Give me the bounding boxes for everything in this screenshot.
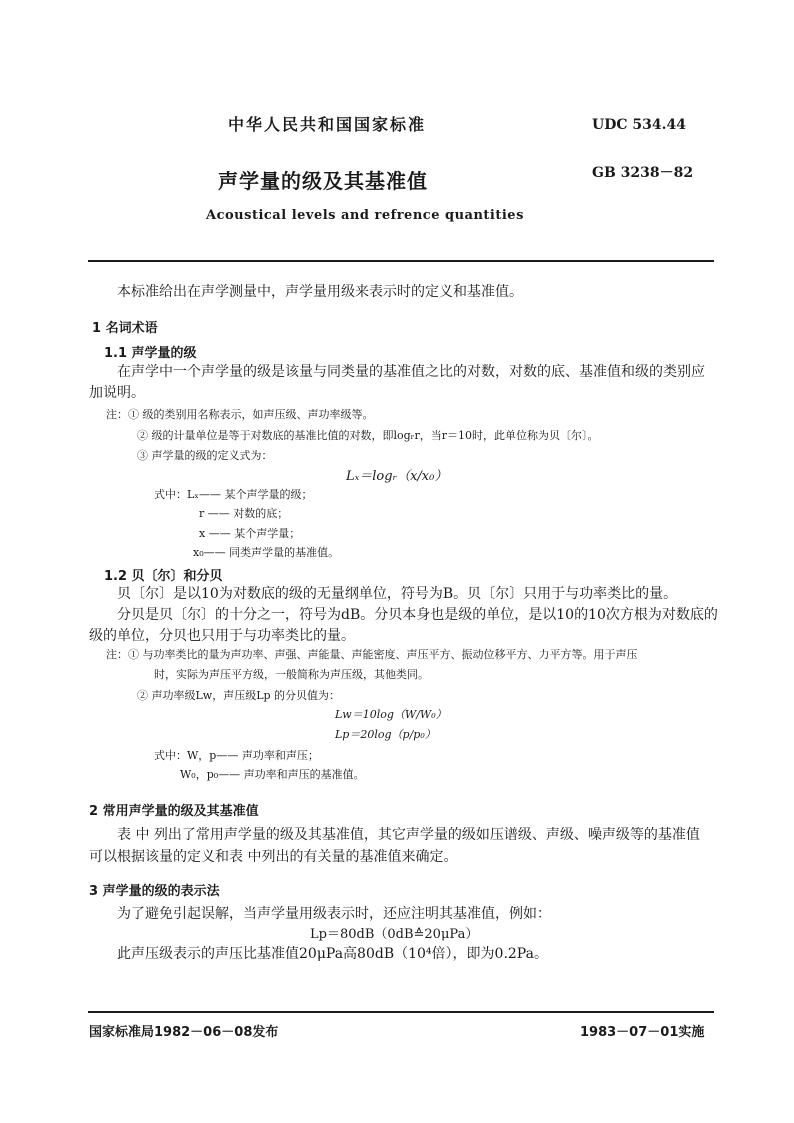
where-w-p: 式中：W，p—— 声功率和声压； — [154, 749, 319, 762]
section-2-paragraph-line1: 表 中 列出了常用声学量的级及其基准值，其它声学量的级如压谱级、声级、噪声级等的基准值 — [117, 827, 700, 843]
note-4-line1: 注：① 与功率类比的量为声功率、声强、声能量、声能密度、声压平方、振动位移平方、力平方等。用于声压 — [106, 648, 638, 661]
effective-date: 1983－07－01实施 — [580, 1025, 705, 1040]
intro-paragraph: 本标准给出在声学测量中，声学量用级来表示时的定义和基准值。 — [117, 284, 523, 300]
section-3-paragraph-1: 为了避免引起误解，当声学量用级表示时，还应注明其基准值，例如： — [117, 906, 551, 922]
where-r: r —— 对数的底； — [199, 507, 289, 520]
note-3: ③ 声学量的级的定义式为： — [137, 449, 273, 462]
section-1-2-heading: 1.2 贝〔尔〕和分贝 — [104, 569, 223, 584]
english-title: Acoustical levels and refrence quantities — [206, 208, 524, 223]
sound-power-level-formula: Lw＝10log（W/W₀） — [335, 708, 447, 721]
section-3-heading: 3 声学量的级的表示法 — [89, 884, 220, 899]
standard-number: GB 3238－82 — [592, 165, 694, 181]
section-1-1-heading: 1.1 声学量的级 — [104, 346, 197, 361]
header-rule — [88, 260, 714, 262]
section-1-2-paragraph-2-line2: 级的单位，分贝也只用于与功率类比的量。 — [89, 628, 355, 644]
section-1-1-paragraph-line2: 加说明。 — [89, 385, 145, 401]
sound-pressure-level-formula: Lp＝20log（p/p₀） — [335, 728, 436, 741]
where-w0-p0: W₀，p₀—— 声功率和声压的基准值。 — [180, 768, 365, 781]
note-4-line2: 时，实际为声压平方级，一般简称为声压级，其他类同。 — [154, 668, 429, 681]
note-5: ② 声功率级Lw，声压级Lp 的分贝值为： — [137, 689, 341, 702]
note-2: ② 级的计量单位是等于对数底的基准比值的对数，即logᵣr，当r＝10时，此单位称为贝〔尔〕。 — [137, 429, 599, 442]
document-title: 声学量的级及其基准值 — [218, 169, 428, 193]
section-1-heading: 1 名词术语 — [92, 321, 158, 336]
footer-rule — [88, 1011, 714, 1013]
where-x: x —— 某个声学量； — [199, 527, 301, 540]
section-1-2-paragraph-2-line1: 分贝是贝〔尔〕的十分之一，符号为dB。分贝本身也是级的单位，是以10的10次方根为对数底的 — [117, 607, 718, 623]
section-1-2-paragraph-1: 贝〔尔〕是以10为对数底的级的无量纲单位，符号为B。贝〔尔〕只用于与功率类比的量。 — [117, 586, 678, 602]
section-2-heading: 2 常用声学量的级及其基准值 — [89, 804, 259, 819]
section-3-paragraph-2: 此声压级表示的声压比基准值20μPa高80dB（10⁴倍），即为0.2Pa。 — [117, 946, 548, 962]
section-2-paragraph-line2: 可以根据该量的定义和表 中列出的有关量的基准值来确定。 — [89, 849, 458, 865]
issuing-body: 中华人民共和国国家标准 — [228, 115, 427, 134]
level-definition-formula: Lₓ＝logᵣ（x/x₀） — [346, 469, 448, 484]
section-1-1-paragraph-line1: 在声学中一个声学量的级是该量与同类量的基准值之比的对数，对数的底、基准值和级的类别应 — [117, 364, 705, 380]
note-1: 注：① 级的类别用名称表示，如声压级、声功率级等。 — [106, 408, 374, 421]
example-level-formula: Lp＝80dB（0dB≙20μPa） — [310, 927, 479, 942]
where-lx: 式中：Lₓ—— 某个声学量的级； — [154, 488, 313, 501]
publish-date: 国家标准局1982－06－08发布 — [89, 1025, 279, 1040]
udc-code: UDC 534.44 — [592, 117, 686, 133]
where-x0: x₀—— 同类声学量的基准值。 — [193, 546, 340, 559]
